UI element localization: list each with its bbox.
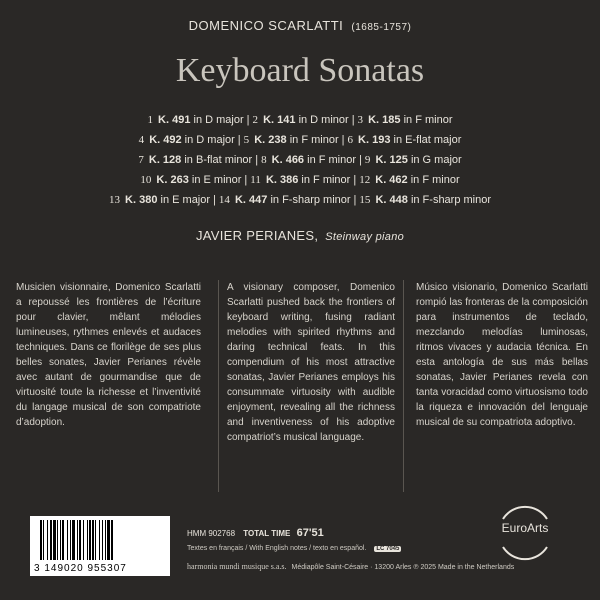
- track-item: [358, 114, 453, 126]
- track-number: 3: [357, 114, 364, 126]
- track-catalog: K. 386: [265, 174, 299, 186]
- track-catalog: K. 492: [149, 134, 182, 146]
- track-key: in F minor: [301, 174, 351, 186]
- track-line: [0, 110, 600, 130]
- track-item: [138, 154, 252, 166]
- track-number: 6: [347, 134, 353, 146]
- track-key: in E minor: [191, 174, 242, 186]
- divider: |: [351, 114, 355, 126]
- divider: |: [353, 174, 357, 186]
- divider: |: [237, 134, 241, 146]
- track-item: [359, 174, 459, 186]
- barcode: [30, 516, 170, 576]
- performer-credit: [0, 228, 600, 243]
- euroarts-logo: [487, 495, 563, 571]
- divider: |: [359, 154, 362, 166]
- track-number: 12: [359, 174, 371, 186]
- track-number: 13: [108, 194, 120, 206]
- composer-header: [0, 18, 600, 33]
- track-key: in D major: [184, 134, 235, 146]
- track-item: [139, 134, 235, 146]
- track-key: in F minor: [307, 154, 357, 166]
- track-key: in E major: [160, 194, 211, 206]
- track-item: [359, 194, 491, 206]
- publisher-address: Médiapôle Saint-Césaire · 13200 Arles ℗ 2025 Made in the Netherlands: [291, 564, 515, 571]
- instrument: Steinway piano: [325, 231, 405, 243]
- track-key: in D minor: [298, 114, 349, 126]
- track-number: 9: [364, 154, 371, 166]
- barcode-bars: [38, 520, 162, 560]
- track-line: [0, 170, 600, 190]
- track-catalog: K. 380: [125, 194, 158, 206]
- track-item: [219, 194, 351, 206]
- notes-french: Musicien visionnaire, Domenico Scarlatti a repoussé les frontières de l’écriture pour clavier, mêlant mélodies lumineuses, rythmes enlevés et audaces techniques. Dans ce florilège de ses plus belles sonates, Javier Perianes révèle avec autant de gourmandise que de virtuosité toute la richesse et l’inventivité du langage musical de son compatriote d’adoption.: [16, 282, 201, 428]
- track-key: in F-sharp minor: [410, 194, 492, 206]
- track-number: 4: [138, 134, 145, 146]
- language-note: [187, 545, 401, 552]
- track-item: [140, 174, 241, 186]
- track-catalog: K. 128: [148, 154, 182, 166]
- track-key: in F minor: [403, 114, 453, 126]
- track-catalog: K. 185: [368, 114, 401, 126]
- track-catalog: K. 448: [375, 194, 408, 206]
- track-key: in B-flat minor: [184, 154, 253, 166]
- track-number: 14: [218, 194, 230, 206]
- track-key: in G major: [410, 154, 462, 166]
- notes-english: A visionary composer, Domenico Scarlatti pushed back the frontiers of keyboard writing, fusing radiant melodies with spirited rhythms and daring technical feats. In this compendium of his most attractive sonatas, Javier Perianes employs his consummate virtuosity with audible enjoyment, revealing all the richness and inventiveness of his adoptive compatriot’s musical language.: [218, 280, 404, 492]
- divider: |: [353, 194, 357, 206]
- total-time: 67'51: [296, 527, 324, 539]
- track-number: 7: [138, 154, 144, 166]
- track-line: [0, 130, 600, 150]
- track-catalog: K. 141: [263, 114, 296, 126]
- album-title: Keyboard Sonatas: [175, 52, 425, 89]
- track-item: [244, 134, 339, 146]
- track-item: [261, 154, 356, 166]
- divider: |: [341, 134, 345, 146]
- track-catalog: K. 238: [254, 134, 287, 146]
- track-key: in F minor: [410, 174, 460, 186]
- texts-note: Textes en français / With English notes / texto en español.: [187, 545, 367, 552]
- track-catalog: K. 193: [358, 134, 391, 146]
- track-catalog: K. 447: [234, 194, 268, 206]
- logo-text: EuroArts: [501, 521, 549, 535]
- track-item: [365, 154, 462, 166]
- track-number: 10: [140, 174, 152, 186]
- track-item: [253, 114, 349, 126]
- track-catalog: K. 491: [158, 114, 191, 126]
- divider: |: [244, 174, 248, 186]
- track-catalog: K. 125: [375, 154, 408, 166]
- lc-code-badge: LC 7045: [376, 546, 400, 552]
- track-line: [0, 150, 600, 170]
- track-item: [250, 174, 350, 186]
- track-key: in F minor: [289, 134, 339, 146]
- track-number: 1: [147, 114, 153, 126]
- track-number: 5: [243, 134, 250, 146]
- release-info: [187, 527, 324, 539]
- track-number: 2: [252, 114, 259, 126]
- publisher: harmonia mundi musique s.a.s.: [187, 562, 287, 571]
- track-line: [0, 190, 600, 210]
- track-item: [109, 194, 210, 206]
- divider: |: [246, 114, 250, 126]
- track-catalog: K. 462: [375, 174, 408, 186]
- composer-name: DOMENICO SCARLATTI: [188, 18, 344, 33]
- publisher-info: [187, 562, 514, 571]
- track-catalog: K. 263: [156, 174, 189, 186]
- total-time-label: TOTAL TIME: [243, 529, 291, 538]
- track-key: in D major: [193, 114, 244, 126]
- track-number: 8: [261, 154, 267, 166]
- divider: |: [213, 194, 216, 206]
- track-number: 11: [250, 174, 261, 186]
- barcode-number: 3 149020 955307: [34, 563, 127, 574]
- track-catalog: K. 466: [271, 154, 305, 166]
- divider: |: [255, 154, 259, 166]
- catalog-number: HMM 902768: [187, 529, 236, 538]
- track-number: 15: [359, 194, 371, 206]
- performer-name: JAVIER PERIANES,: [195, 228, 319, 243]
- composer-dates: (1685-1757): [351, 22, 412, 33]
- track-key: in F-sharp minor: [270, 194, 351, 206]
- track-list: [0, 110, 600, 210]
- notes-spanish: Músico visionario, Domenico Scarlatti rompió las fronteras de la composición para instrumentos de teclado, mezclando melodías luminosas, ritmos vivaces y audacia técnica. En esta antología de sus más bellas sonatas, Javier Perianes revela con tanta voracidad como virtuosismo todo la riqueza e innovación del lenguaje musical de su compatriota adoptivo.: [416, 282, 588, 428]
- liner-notes: [10, 280, 590, 492]
- track-item: [347, 134, 461, 146]
- track-item: [147, 114, 243, 126]
- track-key: in E-flat major: [393, 134, 462, 146]
